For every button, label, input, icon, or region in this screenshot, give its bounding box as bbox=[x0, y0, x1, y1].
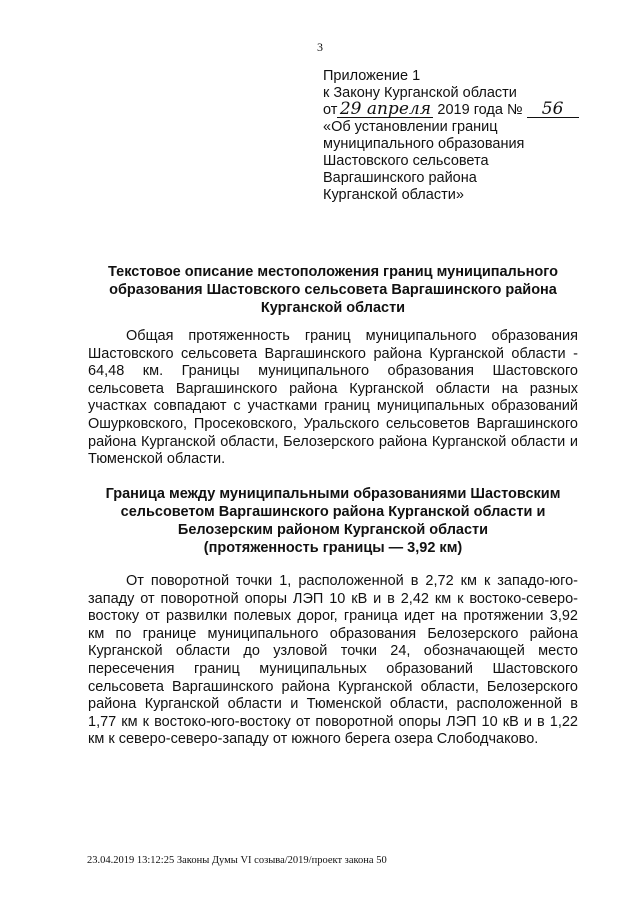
paragraph-boundary-description: От поворотной точки 1, расположенной в 2,72 км к западо-юго-западу от поворотной опоры ЛЭП 10 кВ и в 2,42 км к востоко-северо-востоку от развилки полевых дорог, граница идет на протяжении 3,92 км по границе муниципального образования Белозерского района Курганской области до узловой точки 24, обозначающей место пересечения границ муниципальных образований Шастовского сельсовета Варгашинского района Курганской области, Белозерского района Курганской области и Тюменской области, расположенной в 1,77 км к востоко-юго-востоку от поворотной опоры ЛЭП 10 кВ и в 1,22 км к северо-северо-западу от южного берега озера Слободчаково. bbox=[88, 573, 578, 748]
handwritten-law-number: 56 bbox=[527, 102, 579, 118]
appendix-block bbox=[323, 68, 623, 204]
date-prefix: от bbox=[323, 102, 338, 118]
section-heading bbox=[88, 485, 578, 557]
page-number: 3 bbox=[317, 40, 323, 54]
year-text: 2019 года № bbox=[437, 102, 523, 118]
appendix-law-title-2: муниципального образования bbox=[323, 136, 525, 152]
appendix-label: Приложение 1 bbox=[323, 68, 421, 84]
document-title: Текстовое описание местоположения границ муниципального образования Шастовского сельсовета Варгашинского района Курганской области bbox=[108, 264, 558, 316]
appendix-law-title-1: «Об установлении границ bbox=[323, 119, 498, 135]
appendix-law-title-5: Курганской области» bbox=[323, 187, 464, 203]
appendix-law-title-3: Шастовского сельсовета bbox=[323, 153, 489, 169]
section-title: Граница между муниципальными образованиями Шастовским сельсоветом Варгашинского района Курганской области и Белозерским районом Курганской области bbox=[105, 486, 561, 538]
section-length: (протяженность границы — 3,92 км) bbox=[203, 540, 463, 556]
appendix-law-ref: к Закону Курганской области bbox=[323, 85, 517, 101]
footer-stamp: 23.04.2019 13:12:25 Законы Думы VI созыва/2019/проект закона 50 bbox=[87, 855, 387, 866]
paragraph-total-length: Общая протяженность границ муниципального образования Шастовского сельсовета Варгашинского района Курганской области - 64,48 км. Границы муниципального образования Шастовского сельсовета Варгашинского района Курганской области на разных участках совпадают с участками границ муниципальных образований Ошурковского, Просековского, Уральского сельсоветов Варгашинского района Курганской области, Белозерского района Курганской области и Тюменской области. bbox=[88, 328, 578, 468]
appendix-date-line bbox=[323, 99, 623, 119]
handwritten-date: 29 апреля bbox=[337, 102, 433, 118]
appendix-law-title-4: Варгашинского района bbox=[323, 170, 477, 186]
